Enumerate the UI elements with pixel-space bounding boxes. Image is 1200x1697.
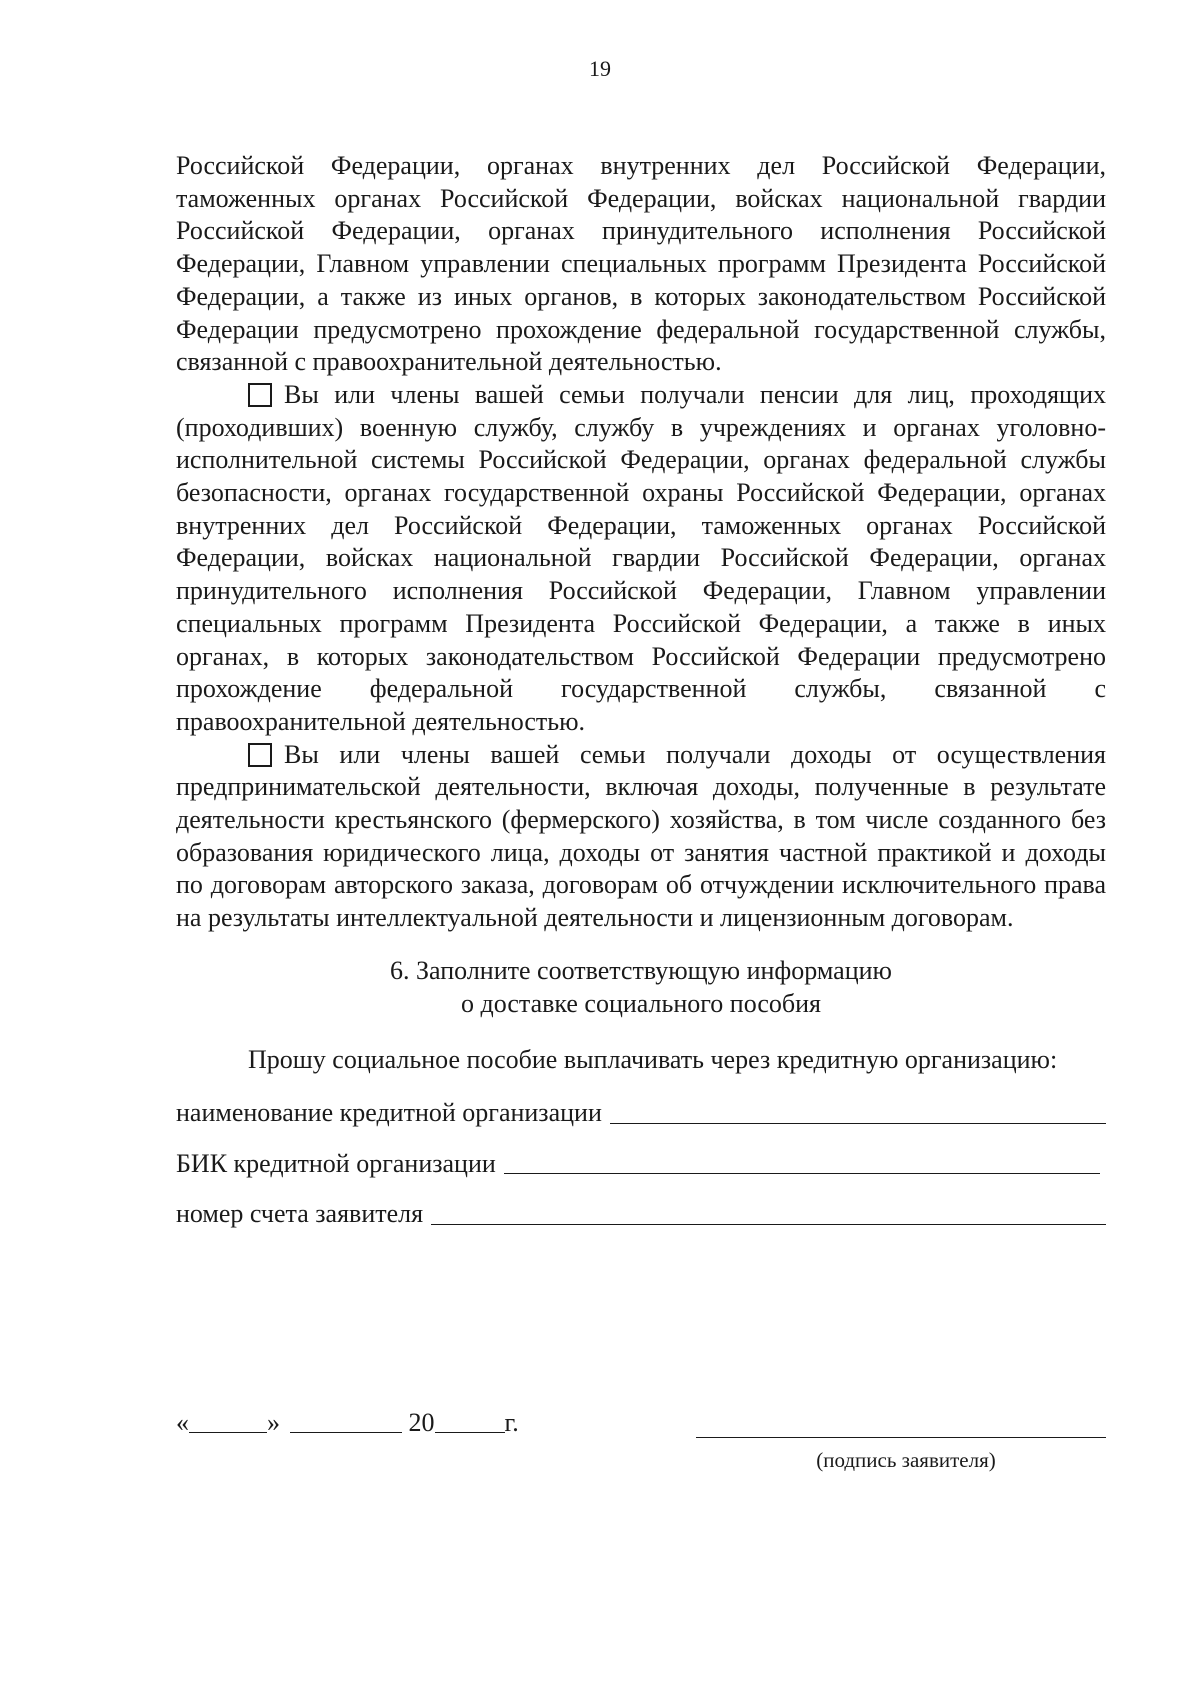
account-number-field xyxy=(176,1198,1106,1231)
pension-option xyxy=(176,379,1106,739)
bank-name-input-line[interactable] xyxy=(610,1099,1106,1124)
section-6-heading xyxy=(176,955,1106,1020)
bik-label: БИК кредитной организации xyxy=(176,1148,496,1178)
date-field xyxy=(176,1407,519,1440)
document-body xyxy=(176,150,1106,1231)
bank-name-label: наименование кредитной организации xyxy=(176,1097,602,1127)
section-6-heading-line2: о доставке социального пособия xyxy=(460,988,822,1018)
date-open-quote: « xyxy=(176,1408,189,1437)
continuation-paragraph: Российской Федерации, органах внутренних дел Российской Федерации, таможенных органах Российской Федерации, войсках национальной гвардии Российской Федерации, органах принудительного исполнения Российской Федерации, Главном управлении специальных программ Президента Российской Федерации, а также из иных органов, в которых законодательством Российской Федерации предусмотрено прохождение федеральной государственной службы, связанной с правоохранительной деятельностью. xyxy=(176,151,1106,377)
account-number-input-line[interactable] xyxy=(431,1200,1106,1225)
date-year-prefix: 20 xyxy=(408,1408,435,1437)
pension-checkbox[interactable] xyxy=(248,383,272,407)
date-month-line[interactable] xyxy=(290,1408,402,1433)
bik-field xyxy=(176,1148,1100,1181)
business-income-option-text: Вы или члены вашей семьи получали доходы от осуществления предпринимательской деятельности, включая доходы, полученные в результате деятельности крестьянского (фермерского) хозяйства, в том числе созданного без образования юридического лица, доходы от занятия частной практикой и доходы по договорам авторского заказа, договорам об отчуждении исключительного права на результаты интеллектуальной деятельности и лицензионным договорам. xyxy=(176,739,1106,933)
date-close-quote: » xyxy=(267,1408,280,1437)
page-number: 19 xyxy=(589,56,611,81)
business-income-option xyxy=(176,739,1106,935)
business-income-checkbox[interactable] xyxy=(248,743,272,767)
date-year-suffix: г. xyxy=(504,1408,519,1437)
date-day-line[interactable] xyxy=(189,1408,267,1433)
signature-line[interactable] xyxy=(696,1437,1106,1438)
signature-caption: (подпись заявителя) xyxy=(816,1448,996,1472)
section-6-heading-line1: 6. Заполните соответствующую информацию xyxy=(390,955,892,985)
pension-option-text: Вы или члены вашей семьи получали пенсии для лиц, проходящих (проходивших) военную службу, службу в учреждениях и органах уголовно-исполнительной системы Российской Федерации, органах федеральной службы безопасности, органах государственной охраны Российской Федерации, органах внутренних дел Российской Федерации, таможенных органах Российской Федерации, войсках национальной гвардии Российской Федерации, органах принудительного исполнения Российской Федерации, Главном управлении специальных программ Президента Российской Федерации, а также в иных органах, в которых законодательством Российской Федерации предусмотрено прохождение федеральной государственной службы, связанной с правоохранительной деятельностью. xyxy=(176,379,1106,736)
account-number-label: номер счета заявителя xyxy=(176,1199,424,1229)
payment-request: Прошу социальное пособие выплачивать через кредитную организацию: xyxy=(248,1045,1058,1075)
bik-input-line[interactable] xyxy=(504,1149,1100,1174)
date-year-line[interactable] xyxy=(435,1408,505,1433)
bank-name-field xyxy=(176,1097,1106,1130)
